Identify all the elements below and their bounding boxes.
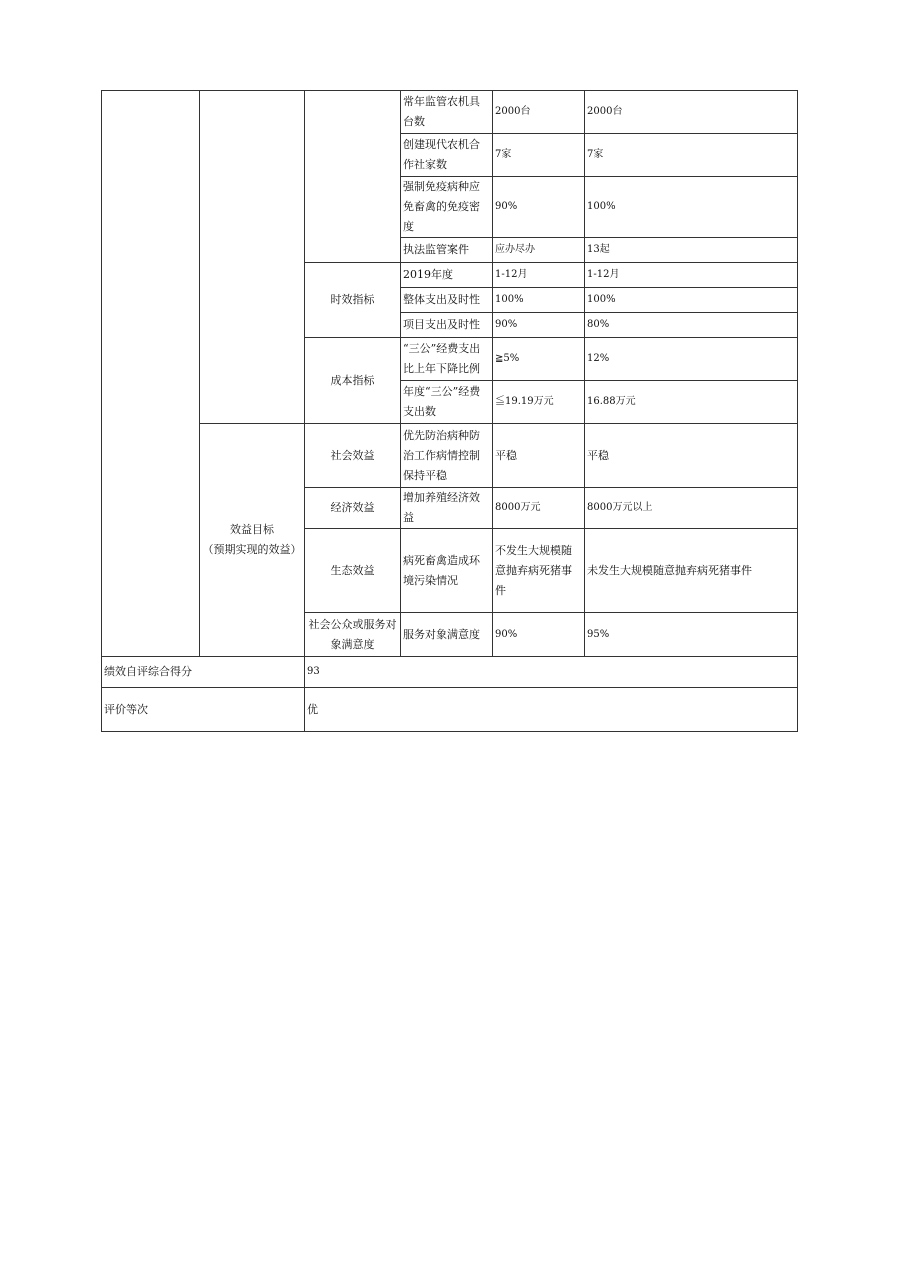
indicator-target: 不发生大规模随意抛弃病死猪事件 (493, 529, 585, 613)
indicator-target: 平稳 (493, 424, 585, 488)
indicator-actual: 100% (585, 177, 798, 238)
level1-blank-cell (102, 91, 200, 657)
social-benefit-label: 社会效益 (305, 424, 401, 488)
grade-value: 优 (305, 688, 798, 732)
indicator-target: ≦19.19万元 (493, 381, 585, 424)
indicator-actual: 8000万元以上 (585, 488, 798, 529)
indicator-actual: 未发生大规模随意抛弃病死猪事件 (585, 529, 798, 613)
indicator-actual: 80% (585, 313, 798, 338)
indicator-name: 2019年度 (401, 263, 493, 288)
indicator-name: 项目支出及时性 (401, 313, 493, 338)
indicator-actual: 2000台 (585, 91, 798, 134)
economic-benefit-label: 经济效益 (305, 488, 401, 529)
indicator-target: 90% (493, 313, 585, 338)
indicator-target: 100% (493, 288, 585, 313)
indicator-name: 年度“三公”经费支出数 (401, 381, 493, 424)
performance-evaluation-table (101, 90, 798, 732)
table-row (102, 91, 798, 134)
indicator-name: 强制免疫病种应免畜禽的免疫密度 (401, 177, 493, 238)
indicator-actual: 16.88万元 (585, 381, 798, 424)
indicator-actual: 12% (585, 338, 798, 381)
level3-blank-cell (305, 91, 401, 263)
table-row (102, 424, 798, 488)
ecological-benefit-label: 生态效益 (305, 529, 401, 613)
indicator-actual: 1-12月 (585, 263, 798, 288)
table-row (102, 688, 798, 732)
indicator-actual: 平稳 (585, 424, 798, 488)
indicator-target: 7家 (493, 134, 585, 177)
indicator-target: 90% (493, 177, 585, 238)
satisfaction-label: 社会公众或服务对象满意度 (305, 613, 401, 657)
indicator-actual: 100% (585, 288, 798, 313)
indicator-name: 优先防治病种防治工作病情控制保持平稳 (401, 424, 493, 488)
score-label: 绩效自评综合得分 (102, 657, 305, 688)
cost-label: 成本指标 (305, 338, 401, 424)
indicator-actual: 95% (585, 613, 798, 657)
indicator-target: 1-12月 (493, 263, 585, 288)
level2-blank-cell (200, 91, 305, 424)
benefit-goal-cell (200, 424, 305, 657)
indicator-name: 常年监管农机具台数 (401, 91, 493, 134)
indicator-name: 整体支出及时性 (401, 288, 493, 313)
indicator-name: 服务对象满意度 (401, 613, 493, 657)
indicator-target: ≧5% (493, 338, 585, 381)
indicator-actual: 13起 (585, 238, 798, 263)
indicator-name: 创建现代农机合作社家数 (401, 134, 493, 177)
grade-label: 评价等次 (102, 688, 305, 732)
indicator-actual: 7家 (585, 134, 798, 177)
indicator-name: 病死畜禽造成环境污染情况 (401, 529, 493, 613)
score-value: 93 (305, 657, 798, 688)
benefit-goal-label: 效益目标 (230, 523, 274, 536)
indicator-name: 执法监管案件 (401, 238, 493, 263)
indicator-target: 2000台 (493, 91, 585, 134)
timeliness-label: 时效指标 (305, 263, 401, 338)
indicator-target: 90% (493, 613, 585, 657)
indicator-name: 增加养殖经济效益 (401, 488, 493, 529)
indicator-target: 应办尽办 (493, 238, 585, 263)
benefit-goal-sublabel: （预期实现的效益） (202, 543, 302, 556)
table-row (102, 657, 798, 688)
indicator-target: 8000万元 (493, 488, 585, 529)
indicator-name: “三公”经费支出比上年下降比例 (401, 338, 493, 381)
